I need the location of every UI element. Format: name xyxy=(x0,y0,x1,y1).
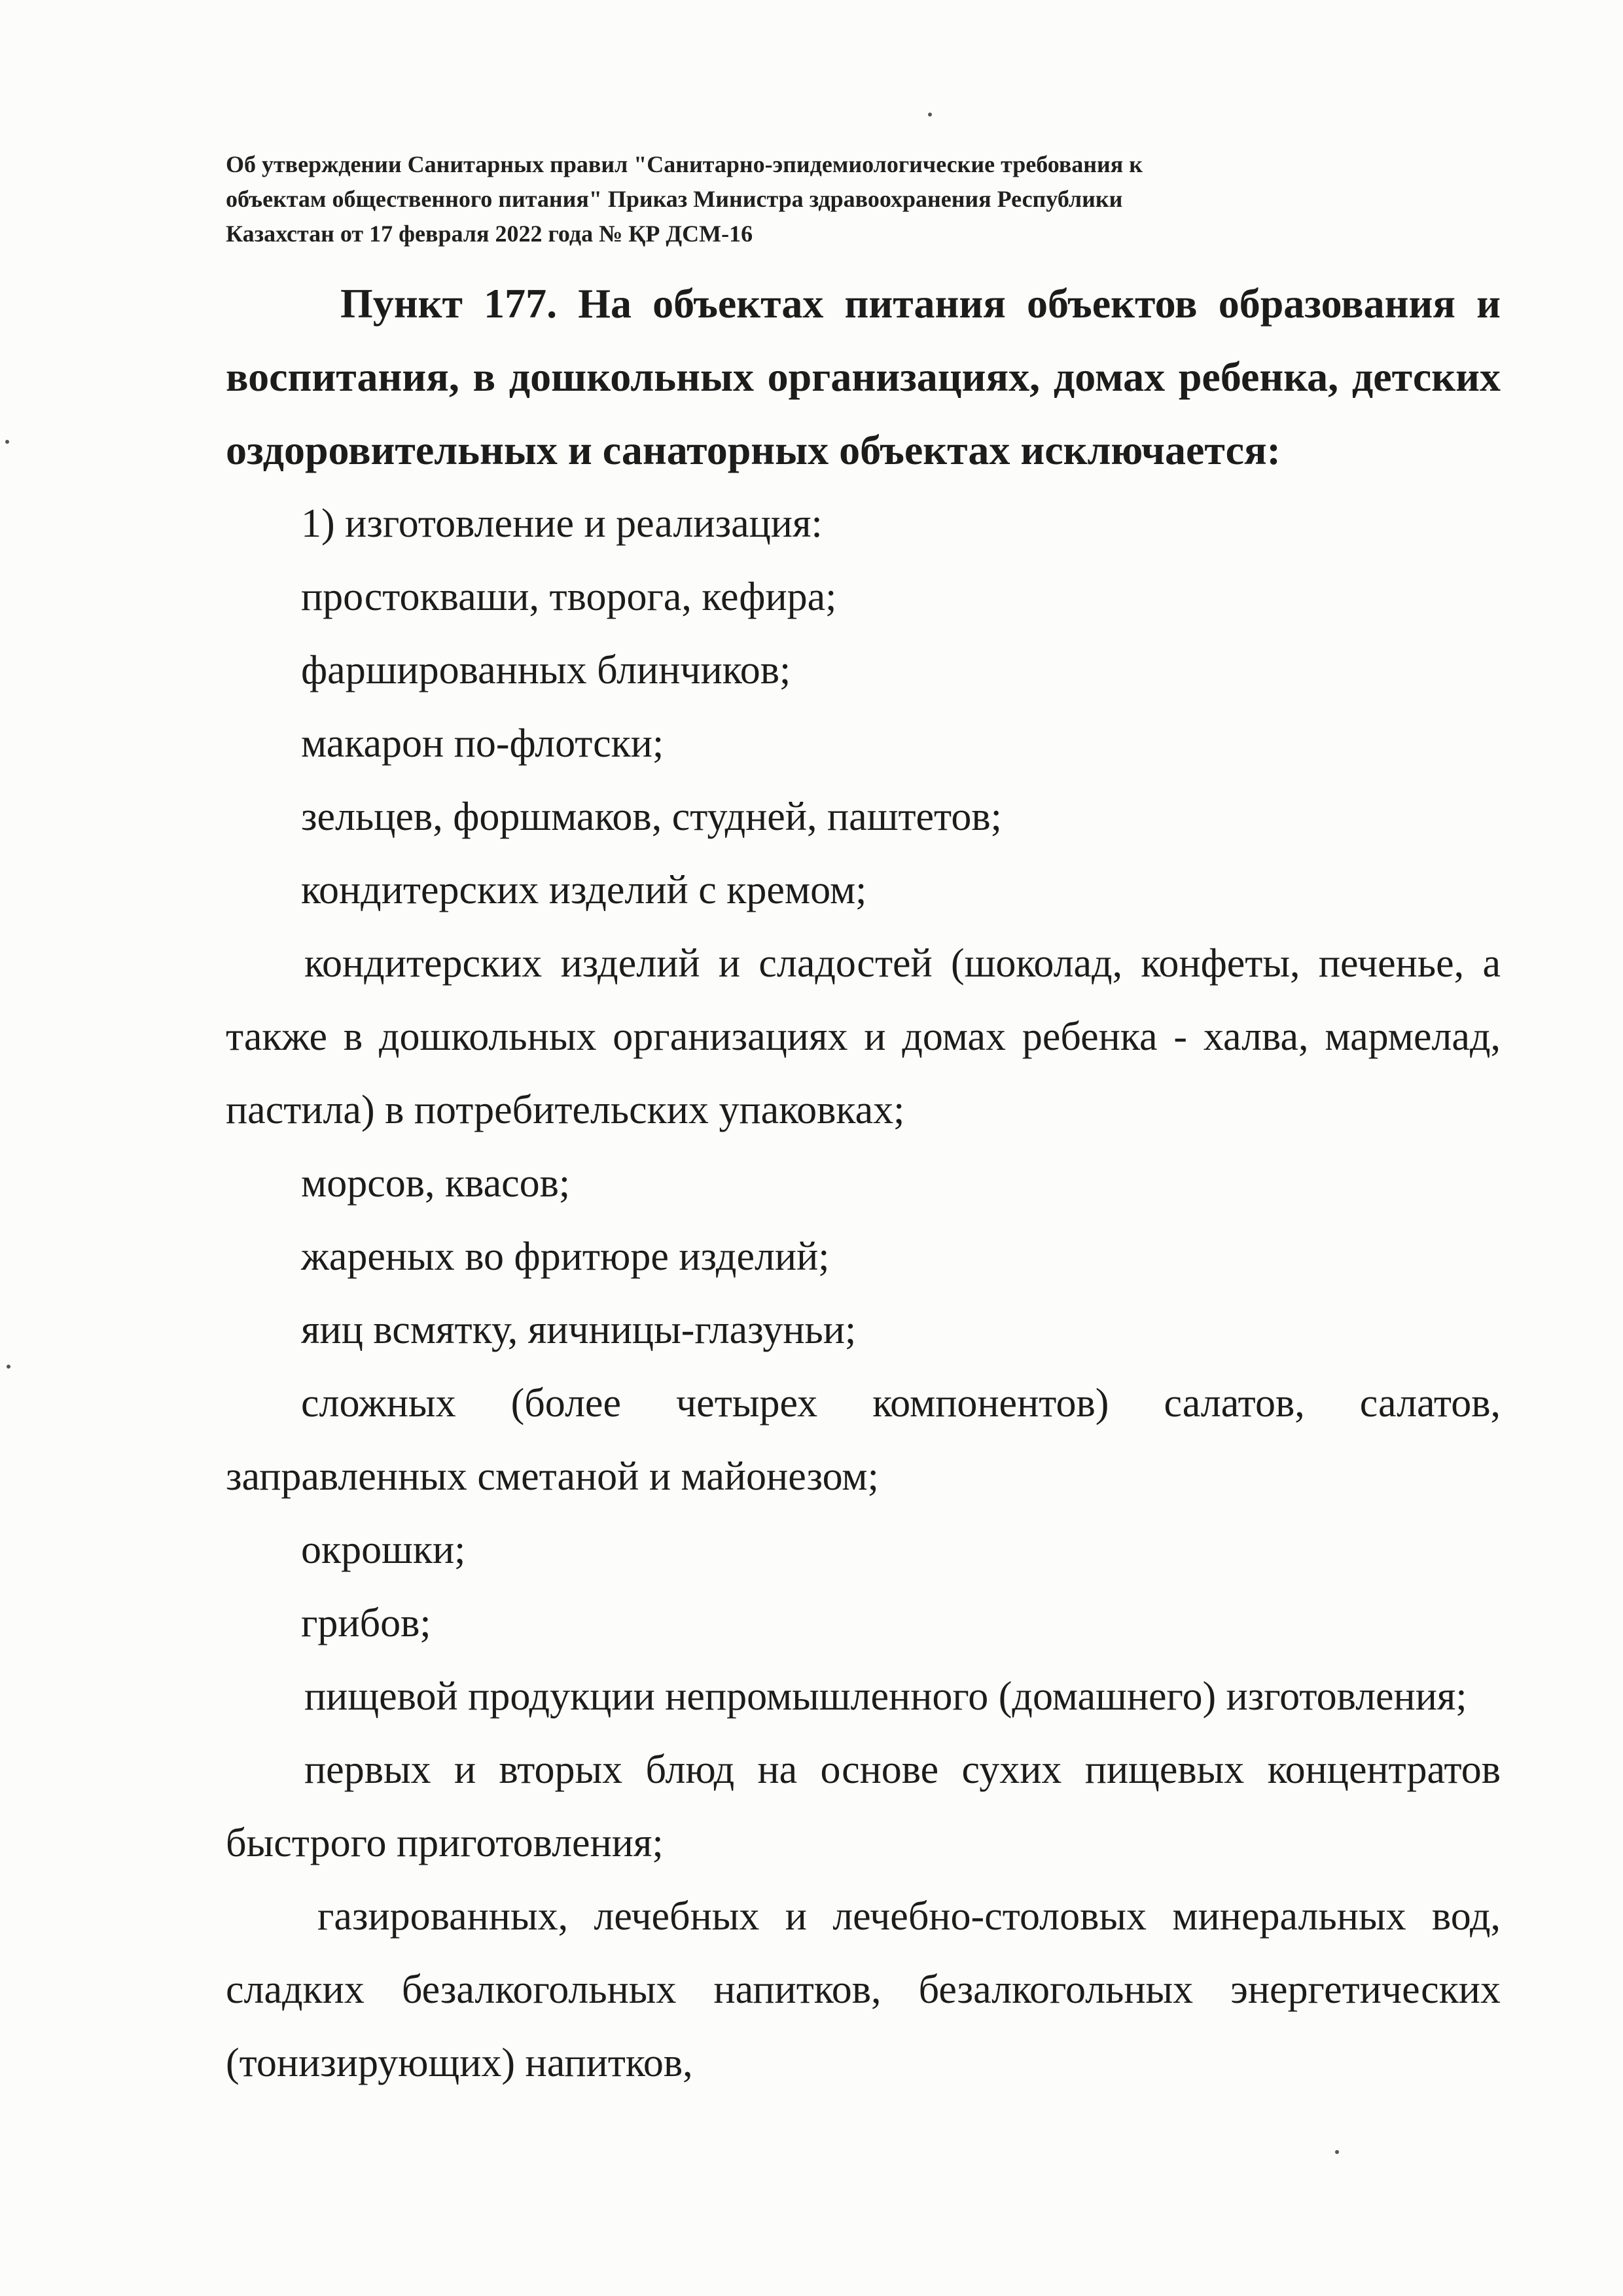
scan-speck xyxy=(5,440,9,444)
list-item: газированных, лечебных и лечебно-столовых минеральных вод, сладких безалкогольных напитков, безалкогольных энергетических (тонизирующих) напитков, xyxy=(226,1894,1501,2085)
list-item: яиц всмятку, яичницы-глазуньи; xyxy=(301,1308,857,1352)
list-item: морсов, квасов; xyxy=(301,1161,571,1206)
list-item: пищевой продукции непромышленного (домашнего) изготовления; xyxy=(304,1674,1467,1719)
list-item: первых и вторых блюд на основе сухих пищевых концентратов быстрого приготовления; xyxy=(226,1748,1501,1865)
scan-speck xyxy=(928,113,932,117)
list-item: зельцев, форшмаков, студней, паштетов; xyxy=(301,795,1002,839)
scan-speck xyxy=(7,1365,10,1369)
list-item: фаршированных блинчиков; xyxy=(301,648,791,692)
clause-heading: Пункт 177. На объектах питания объектов образования и воспитания, в дошкольных организациях, домах ребенка, детских оздоровительных и санаторных объектах исключается: xyxy=(226,280,1501,473)
list-item: окрошки; xyxy=(301,1528,466,1572)
list-item: сложных (более четырех компонентов) салатов, салатов, заправленных сметаной и майонезом; xyxy=(226,1381,1501,1499)
document-header xyxy=(226,147,1417,251)
header-line: Казахстан от 17 февраля 2022 года № ҚР ДСМ-16 xyxy=(226,221,753,247)
list-item: простокваши, творога, кефира; xyxy=(301,575,837,619)
document-body xyxy=(226,267,1501,2100)
list-item: 1) изготовление и реализация: xyxy=(301,501,823,546)
header-line: объектам общественного питания" Приказ Министра здравоохранения Республики xyxy=(226,186,1123,212)
scan-speck xyxy=(1335,2150,1339,2154)
list-item: макарон по-флотски; xyxy=(301,721,664,766)
list-item: кондитерских изделий и сладостей (шоколад, конфеты, печенье, а также в дошкольных организациях и домах ребенка - халва, мармелад, пастила) в потребительских упаковках; xyxy=(226,941,1501,1132)
header-line: Об утверждении Санитарных правил "Санитарно-эпидемиологические требования к xyxy=(226,151,1143,177)
list-item: грибов; xyxy=(301,1601,431,1645)
list-item: кондитерских изделий с кремом; xyxy=(301,868,867,912)
list-item: жареных во фритюре изделий; xyxy=(301,1234,830,1279)
